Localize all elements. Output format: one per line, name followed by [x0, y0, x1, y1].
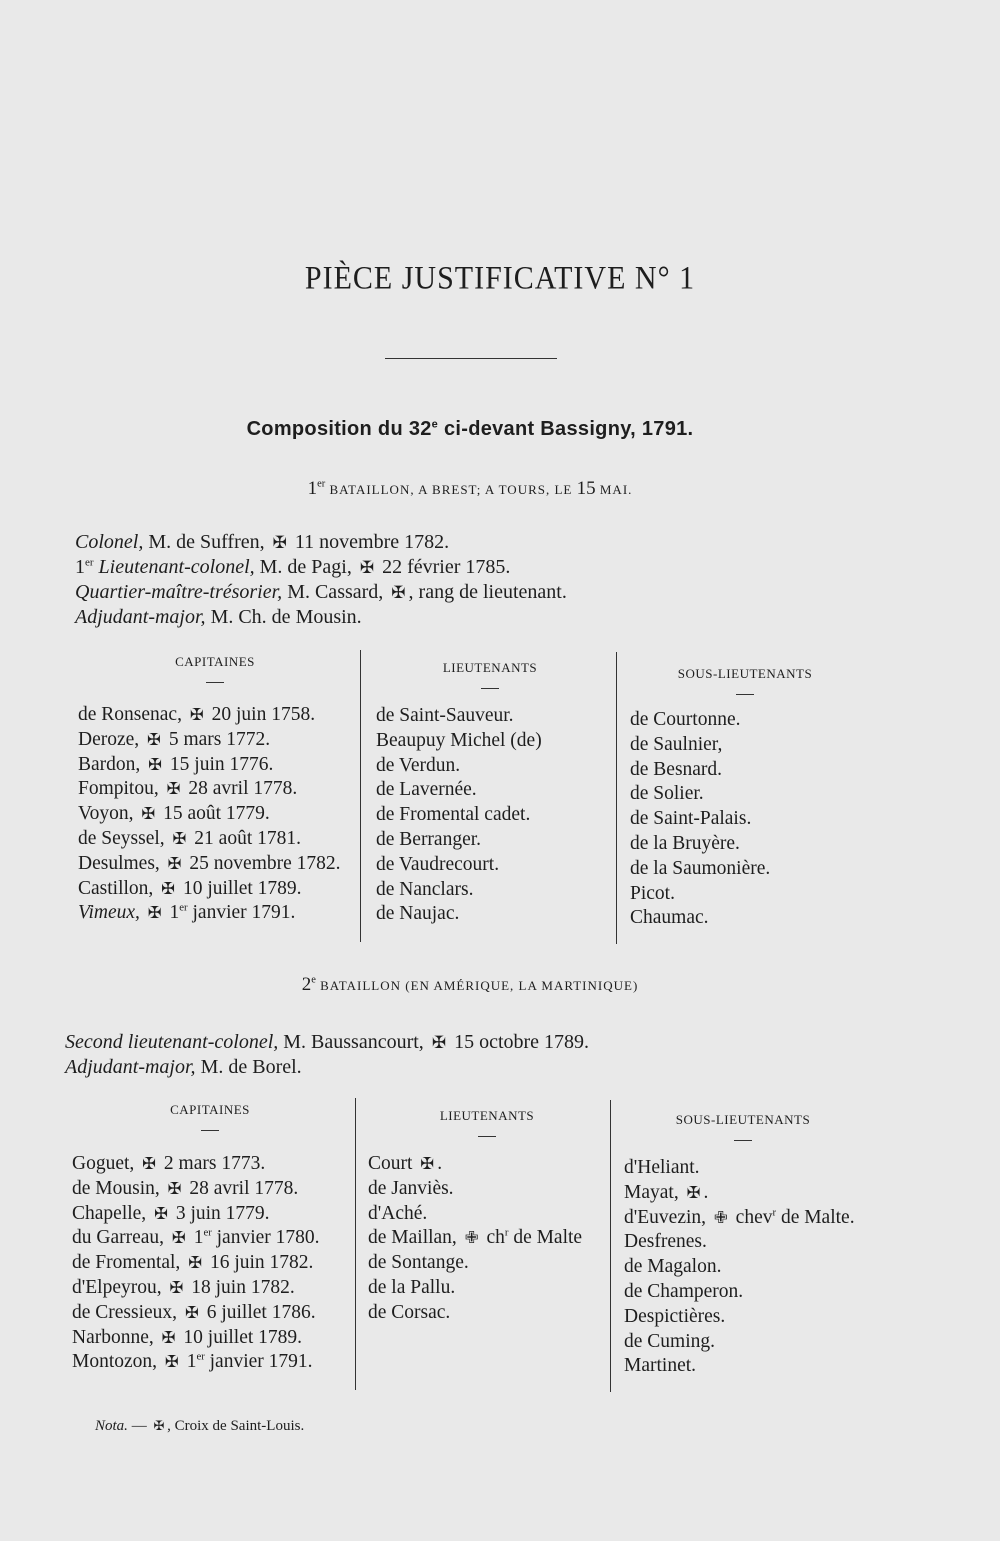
composition-heading	[0, 418, 940, 441]
sous-lieutenant-row	[624, 1354, 855, 1379]
bat1-column-divider-2	[616, 652, 617, 944]
lieutenant-row: de Saint-Sauveur.	[376, 705, 514, 726]
capitaine-date: 3 juin 1779.	[170, 1202, 270, 1224]
saint-louis-cross-icon: ✠	[420, 1154, 435, 1173]
capitaine-name: Narbonne,	[72, 1326, 159, 1348]
bat2-lieutenants-list	[368, 1152, 582, 1326]
bat1-capitaines-header	[140, 654, 290, 683]
sous-lieutenant-row: de la Saumonière.	[630, 857, 771, 879]
capitaine-date-num: 1	[164, 902, 180, 924]
bat1-capitaines-list	[78, 703, 341, 926]
sous-lieutenant-row: Chaumac.	[630, 907, 709, 929]
capitaine-date-num: 1	[181, 1351, 197, 1373]
battalion-1-num-sup: er	[317, 478, 326, 490]
bat2-column-divider-1	[355, 1098, 356, 1390]
lieutenant-row-text: de Sontange.	[368, 1252, 469, 1274]
capitaine-row	[78, 728, 341, 753]
capitaine-date: janvier 1791.	[187, 902, 296, 924]
lieutenant-row: Beaupuy Michel (de)	[376, 729, 542, 751]
lieutenant-row	[368, 1251, 582, 1276]
saint-louis-cross-icon: ✠	[167, 853, 182, 873]
bat1-lieutenants-dash	[481, 688, 499, 689]
lieutenant-row-text: de la Pallu.	[368, 1276, 456, 1298]
capitaine-name: Montozon,	[72, 1351, 162, 1373]
lieutenant-row: de Lavernée.	[376, 779, 477, 801]
saint-louis-cross-icon: ✠	[391, 583, 406, 602]
sous-lieutenant-row	[624, 1156, 855, 1181]
lieutenant-row-after2: de Malte	[508, 1227, 583, 1249]
officer-line	[75, 580, 567, 605]
sous-lieutenant-row	[624, 1280, 855, 1305]
battalion-2-officers	[65, 1030, 589, 1080]
nota-dash: —	[127, 1418, 151, 1434]
capitaine-name: de Ronsenac,	[78, 704, 187, 725]
bat2-column-divider-2	[610, 1100, 611, 1392]
capitaine-name: de Seyssel,	[78, 827, 170, 849]
capitaine-date-sup: er	[179, 901, 188, 914]
lieutenant-row: de Nanclars.	[376, 878, 474, 900]
officer-name: M. Baussancourt,	[278, 1031, 429, 1053]
bat2-lieutenants-dash	[478, 1136, 496, 1137]
battalion-2-num: 2	[301, 974, 312, 995]
lieutenant-row-text: de Maillan,	[368, 1227, 462, 1249]
lieutenant-row-text: de Corsac.	[368, 1301, 451, 1323]
battalion-1-text: BATAILLON, A BREST; A TOURS, LE	[325, 482, 577, 497]
lieutenant-row: de Berranger.	[376, 828, 482, 850]
sous-lieutenant-row: de la Bruyère.	[630, 832, 740, 854]
lieutenant-row	[368, 1177, 582, 1202]
capitaine-row	[78, 703, 341, 728]
lieutenant-row: de Verdun.	[376, 754, 461, 776]
capitaine-name: Desulmes,	[78, 852, 165, 874]
bat1-lieutenants-list	[376, 704, 542, 927]
capitaine-date: 5 mars 1772.	[163, 728, 271, 750]
capitaine-date: 2 mars 1773.	[159, 1153, 266, 1174]
bat1-column-divider-1	[360, 650, 361, 942]
sous-lieutenant-row	[624, 1230, 855, 1255]
capitaine-row	[78, 852, 341, 877]
saint-louis-cross-icon: ✠	[161, 1327, 176, 1347]
officer-detail: , rang de lieutenant.	[408, 581, 567, 603]
bat2-capitaines-header	[135, 1102, 285, 1131]
lieutenant-row: de Fromental cadet.	[376, 804, 531, 826]
saint-louis-cross-icon: ✠	[686, 1182, 701, 1202]
saint-louis-cross-icon: ✠	[171, 1228, 186, 1248]
saint-louis-cross-icon: ✠	[167, 1178, 182, 1198]
saint-louis-cross-icon: ✠	[154, 1203, 168, 1223]
lieutenant-row-text: de Janviès.	[368, 1177, 454, 1199]
bat2-sous-lieutenants-header	[648, 1112, 838, 1141]
capitaine-row	[72, 1276, 320, 1301]
battalion-2-text: BATAILLON	[315, 978, 406, 993]
sous-lieutenant-row-after: .	[703, 1181, 709, 1203]
lieutenant-row: de Naujac.	[376, 903, 460, 925]
bat1-capitaines-dash	[206, 682, 224, 683]
saint-louis-cross-icon: ✠	[172, 828, 187, 848]
sous-lieutenant-row	[624, 1206, 855, 1231]
saint-louis-cross-icon: ✠	[153, 1419, 165, 1433]
bat1-lieutenants-title: LIEUTENANTS	[442, 660, 538, 675]
capitaine-name: de Mousin,	[72, 1177, 165, 1199]
capitaine-name: Bardon,	[78, 753, 146, 775]
lieutenant-row: de Vaudrecourt.	[376, 853, 500, 875]
sous-lieutenant-row-text: de Cuming.	[624, 1330, 715, 1352]
officer-role-sup: er	[85, 556, 94, 569]
capitaine-date: 21 août 1781.	[189, 827, 301, 849]
sous-lieutenant-row	[624, 1255, 855, 1280]
officer-line	[75, 605, 567, 630]
malta-cross-icon: ✙	[713, 1207, 728, 1227]
saint-louis-cross-icon: ✠	[147, 729, 161, 749]
capitaine-date: 28 avril 1778.	[184, 1177, 299, 1199]
officer-name: M. de Borel.	[195, 1056, 302, 1078]
capitaine-name: Voyon,	[78, 803, 139, 825]
saint-louis-cross-icon: ✠	[189, 705, 204, 724]
bat2-sous-lieutenants-title: SOUS-LIEUTENANTS	[675, 1112, 811, 1127]
sous-lieutenant-row-text: de Magalon.	[624, 1256, 722, 1278]
bat2-lieutenants-header	[397, 1108, 577, 1137]
bat1-sous-lieutenants-title: SOUS-LIEUTENANTS	[677, 666, 813, 681]
officer-name: M. de Pagi,	[254, 556, 357, 578]
saint-louis-cross-icon: ✠	[184, 1302, 199, 1322]
battalion-2-location: (EN AMÉRIQUE, LA MARTINIQUE)	[405, 978, 639, 993]
capitaine-date: 10 juillet 1789.	[178, 1326, 303, 1348]
lieutenant-row-text: Court	[368, 1153, 418, 1174]
capitaine-name: de Cressieux,	[72, 1301, 182, 1323]
sous-lieutenant-row-text: d'Heliant.	[624, 1157, 700, 1178]
officer-role: Second lieutenant-colonel,	[65, 1031, 279, 1053]
capitaine-date: 16 juin 1782.	[205, 1252, 314, 1274]
officer-role: Adjudant-major,	[75, 606, 206, 628]
bat1-lieutenants-header	[400, 660, 580, 689]
capitaine-row	[78, 777, 341, 802]
malta-cross-icon: ✙	[464, 1228, 479, 1248]
officer-line	[65, 1030, 589, 1055]
sous-lieutenant-row: de Saint-Palais.	[630, 808, 752, 830]
sous-lieutenant-row: de Besnard.	[630, 758, 723, 780]
officer-role: Quartier-maître-trésorier,	[75, 581, 283, 603]
capitaine-row	[78, 753, 341, 778]
battalion-1-num: 1	[307, 478, 318, 499]
bat2-sous-lieutenants-dash	[734, 1140, 752, 1141]
officer-line	[75, 530, 567, 555]
sous-lieutenant-row-text: Despictières.	[624, 1305, 726, 1327]
capitaine-name: Chapelle,	[72, 1202, 152, 1224]
lieutenant-row-text: d'Aché.	[368, 1202, 428, 1224]
capitaine-name: Fompitou,	[78, 778, 164, 800]
battalion-1-heading	[0, 478, 940, 500]
capitaine-name: Deroze,	[78, 728, 145, 750]
saint-louis-cross-icon: ✠	[148, 754, 163, 774]
capitaine-date: 25 novembre 1782.	[184, 852, 341, 874]
bat2-sous-lieutenants-list	[624, 1156, 855, 1379]
nota-label: Nota.	[95, 1418, 128, 1434]
saint-louis-cross-icon: ✠	[169, 1277, 184, 1297]
capitaine-date: 20 juin 1758.	[206, 704, 316, 725]
saint-louis-cross-icon: ✠	[188, 1253, 203, 1273]
capitaine-row	[78, 901, 341, 926]
bat2-capitaines-title: CAPITAINES	[170, 1102, 250, 1117]
composition-prefix: Composition du 32	[246, 418, 432, 440]
sous-lieutenant-row	[624, 1181, 855, 1206]
officer-line	[75, 555, 567, 580]
nota	[95, 1418, 304, 1435]
sous-lieutenant-row-text: de Champeron.	[624, 1280, 744, 1302]
officer-role-num: 1	[75, 556, 85, 578]
capitaine-row	[72, 1301, 320, 1326]
capitaine-date: 28 avril 1778.	[183, 778, 298, 800]
officer-name: M. de Suffren,	[143, 531, 270, 553]
capitaine-date-sup: er	[203, 1226, 212, 1239]
saint-louis-cross-icon: ✠	[161, 878, 176, 898]
battalion-1-day: 15	[576, 478, 596, 499]
battalion-1-month: MAI.	[595, 482, 633, 497]
capitaine-name: Goguet,	[72, 1153, 140, 1174]
lieutenant-row	[368, 1276, 582, 1301]
capitaine-row	[72, 1251, 320, 1276]
capitaine-row	[72, 1202, 320, 1227]
officer-detail: 15 octobre 1789.	[449, 1031, 590, 1053]
nota-text: , Croix de Saint-Louis.	[167, 1418, 305, 1434]
sous-lieutenant-row: de Solier.	[630, 783, 704, 805]
saint-louis-cross-icon: ✠	[431, 1033, 447, 1052]
capitaine-date: 10 juillet 1789.	[178, 877, 302, 899]
capitaine-row	[78, 802, 341, 827]
capitaine-date: janvier 1791.	[204, 1351, 313, 1373]
capitaine-row	[72, 1177, 320, 1202]
lieutenant-row-after: .	[437, 1153, 443, 1174]
capitaine-row	[72, 1152, 320, 1177]
sous-lieutenant-row-text: d'Euvezin,	[624, 1206, 711, 1228]
bat2-lieutenants-title: LIEUTENANTS	[439, 1108, 535, 1123]
battalion-1-officers	[75, 530, 567, 630]
capitaine-date-sup: er	[196, 1350, 205, 1363]
sous-lieutenant-row: de Courtonne.	[630, 709, 741, 730]
capitaine-name: Vimeux,	[78, 902, 145, 924]
bat1-sous-lieutenants-dash	[736, 694, 754, 695]
sous-lieutenant-row: de Saulnier,	[630, 733, 723, 755]
sous-lieutenant-row: Picot.	[630, 882, 675, 904]
lieutenant-row	[368, 1202, 582, 1227]
bat1-sous-lieutenants-header	[650, 666, 840, 695]
capitaine-row	[78, 877, 341, 902]
lieutenant-row	[368, 1152, 582, 1177]
lieutenant-row	[368, 1301, 582, 1326]
saint-louis-cross-icon: ✠	[141, 804, 156, 824]
saint-louis-cross-icon: ✠	[359, 558, 375, 577]
sous-lieutenant-row-text: Mayat,	[624, 1181, 684, 1203]
capitaine-row	[72, 1326, 320, 1351]
capitaine-name: Castillon,	[78, 877, 159, 899]
sous-lieutenant-row	[624, 1330, 855, 1355]
capitaine-date-num: 1	[188, 1227, 204, 1249]
saint-louis-cross-icon: ✠	[272, 533, 287, 552]
capitaine-name: de Fromental,	[72, 1252, 186, 1274]
officer-role: Adjudant-major,	[65, 1056, 196, 1078]
composition-sup: e	[431, 418, 439, 431]
saint-louis-cross-icon: ✠	[147, 903, 162, 923]
bat1-sous-lieutenants-list	[630, 708, 770, 931]
sous-lieutenant-row-after: chev	[730, 1206, 773, 1228]
capitaine-row	[72, 1226, 320, 1251]
battalion-2-heading	[0, 974, 940, 996]
bat2-capitaines-dash	[201, 1130, 219, 1131]
page-title: PIÈCE JUSTIFICATIVE N° 1	[304, 260, 696, 297]
capitaine-date: 15 août 1779.	[158, 803, 270, 825]
sous-lieutenant-row-after2: de Malte.	[776, 1206, 855, 1228]
bat1-capitaines-title: CAPITAINES	[175, 654, 255, 669]
lieutenant-row-after-sup: r	[504, 1226, 509, 1239]
officer-detail: 11 novembre 1782.	[289, 531, 450, 553]
capitaine-row	[72, 1350, 320, 1375]
sous-lieutenant-row-text: Martinet.	[624, 1355, 697, 1377]
battalion-2-num-sup: e	[311, 974, 316, 986]
capitaine-name: d'Elpeyrou,	[72, 1276, 167, 1298]
officer-role: Colonel,	[75, 531, 144, 553]
sous-lieutenant-row-text: Desfrenes.	[624, 1231, 707, 1253]
capitaine-date: 15 juin 1776.	[165, 753, 274, 775]
saint-louis-cross-icon: ✠	[166, 779, 181, 799]
officer-role: Lieutenant-colonel,	[93, 556, 255, 578]
saint-louis-cross-icon: ✠	[164, 1352, 179, 1372]
capitaine-date: janvier 1780.	[211, 1227, 320, 1249]
officer-detail: 22 février 1785.	[377, 556, 511, 578]
capitaine-date: 6 juillet 1786.	[201, 1301, 316, 1323]
capitaine-name: du Garreau,	[72, 1227, 169, 1249]
sous-lieutenant-row	[624, 1305, 855, 1330]
officer-name: M. Ch. de Mousin.	[205, 606, 362, 628]
bat2-capitaines-list	[72, 1152, 320, 1375]
capitaine-row	[78, 827, 341, 852]
composition-suffix: ci-devant Bassigny, 1791.	[438, 418, 694, 440]
capitaine-date: 18 juin 1782.	[186, 1276, 295, 1298]
lieutenant-row-after: ch	[481, 1227, 505, 1249]
saint-louis-cross-icon: ✠	[142, 1154, 157, 1173]
sous-lieutenant-row-after-sup: r	[772, 1206, 777, 1219]
officer-name: M. Cassard,	[282, 581, 389, 603]
title-rule	[385, 358, 557, 359]
officer-line	[65, 1055, 589, 1080]
lieutenant-row	[368, 1226, 582, 1251]
